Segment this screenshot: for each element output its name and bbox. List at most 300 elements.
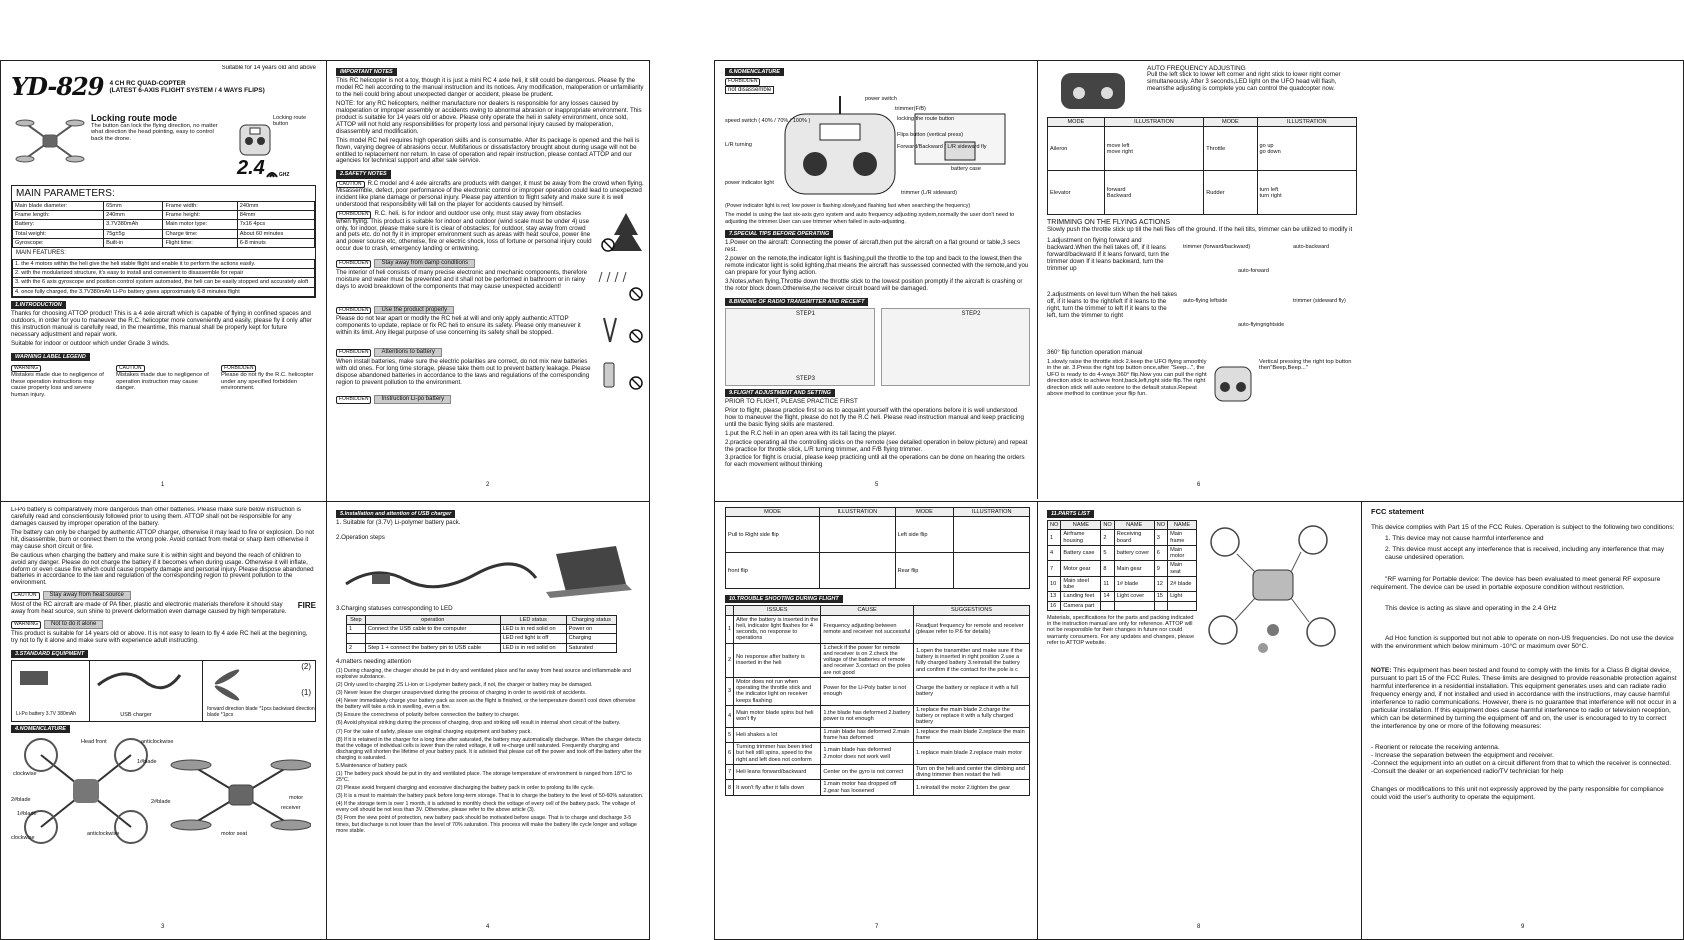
table-cell: Light cover <box>1114 592 1154 601</box>
caution-badge: CAUTION <box>336 181 365 189</box>
wireless-icon <box>265 165 279 179</box>
table-cell: 1.open the transmitter and make sure if the battery is inserted in right position 2.use a fully charged battery 3.reinstall the battery and confirm if the contact for the pole is c <box>913 643 1029 677</box>
table-row <box>726 517 1030 553</box>
page-4 <box>336 507 644 937</box>
feature-cell: 2. with the modularized structure, it's easy to install and convenient to disassemble for repair <box>13 269 315 278</box>
exploded-parts-diagram <box>1203 520 1343 670</box>
remote-label: locking the route button <box>897 116 955 123</box>
table-cell: Heli shakes a lot <box>734 727 821 743</box>
table-row <box>347 625 617 634</box>
illustration-label: move right <box>1106 148 1133 155</box>
table-cell: 5 <box>1101 545 1114 561</box>
mode-name: Throttle <box>1204 127 1257 171</box>
drone-diagram <box>11 735 311 845</box>
auto-frequency-title: AUTO FREQUENCY ADJUSTING <box>1147 65 1246 72</box>
forbidden-badge: FORBIDDEN <box>336 211 371 219</box>
trim-1-text: 1.adjustment on flying forward and backward.When the heli takes off, if it leans forward/backward If it leans forward, turn the trimmer down If it leans backward, turn the trimmer up <box>1047 237 1170 272</box>
alone-text: This product is suitable for 14 years old or above. It is not easy to learn to fly 4 axle RC heli at the beginning, try not to fly it alone and make sure with experience adult instructing. <box>11 629 308 644</box>
damp-label: Stay away from damp conditions <box>374 259 475 268</box>
table-header-cell: CAUSE <box>821 606 914 615</box>
table-cell <box>347 634 366 643</box>
table-row <box>726 764 1030 780</box>
table-header-cell: LED status <box>500 615 566 624</box>
table-header-row <box>726 508 1030 517</box>
fcc-p1: This device complies with Part 15 of the FCC Rules. Operation is subject to the following two conditions: <box>1371 524 1675 531</box>
special-tip: 2.power on the remote,the indicator light is flashing,pull the throttle to the top and back to the lowest,then the remote indicator light is solid lighting,that means the aircraft has sussessed connected with the remote,and you can prepare for your flying action. <box>725 254 1029 276</box>
age-note: Suitable for 14 years old and above <box>221 65 316 71</box>
table-cell: Main frame <box>1168 530 1197 546</box>
table-row <box>13 220 315 229</box>
fcc-measures-list <box>1371 744 1677 776</box>
warning-badge: WARNING <box>11 621 41 629</box>
mode-name: Elevator <box>1048 171 1105 215</box>
feature-cell: 4. once fully charged, the 3.7V380mAh Li-Po battery gives approximately 6-8 minutes flight <box>13 287 315 296</box>
table-cell: 5 <box>726 727 734 743</box>
matter-item: 5.Maintenance of battery pack <box>336 762 407 769</box>
table-cell: 240mm <box>104 211 163 220</box>
section-introduction: 1.INTRODUCTION <box>11 301 66 309</box>
locking-button-label: Locking route button <box>273 114 307 127</box>
table-cell: 7x16 4pcs <box>237 220 314 229</box>
table-cell: Gyroscope: <box>13 238 104 247</box>
usb-line-3: 3.Charging statuses corresponding to LED <box>336 605 453 613</box>
trim-text: Slowly push the throttle stick up till the heli flies off the ground. If the heli tilts, trimmer can be utilized to modify it <box>1047 226 1353 234</box>
remote-label: trimmer(F/B) <box>895 106 926 113</box>
flight-item: 2.practice operating all the controlling sticks on the remote (see detailed operation in below picture) and repeat the practice for throttle stick, L/R turning trimmer, and F/B flying trimmer. <box>725 438 1028 453</box>
table-cell: 2 <box>726 643 734 677</box>
matter-item: (5) From the view point of protection, new battery pack should be motivated before usage. That is to charge and discharge 3-5 times, but discharge is not lower than the level of 70% saturation. This process will make the battery life cycle longer and voltage more stable. <box>336 815 637 834</box>
intro-text-2: Suitable for indoor or outdoor which under Grade 3 winds. <box>11 339 170 347</box>
page-9-fcc <box>1371 507 1677 937</box>
table-header-cell: MODE <box>726 508 820 517</box>
heat-label: Stay away from heat source <box>43 591 131 600</box>
fcc-measure: - Reorient or relocate the receiving antenna. <box>1371 744 1500 752</box>
fold-line-horizontal <box>715 501 1683 502</box>
charging-illustration <box>336 544 644 600</box>
nomenclature-label: clockwise <box>11 834 35 841</box>
manual-sheet-right <box>714 60 1684 940</box>
table-cell: 8 <box>1101 561 1114 577</box>
section-usb-charger: 5.Installation and attention of USB charger <box>336 510 455 518</box>
table-cell: Power on <box>566 625 616 634</box>
trim-title: TRIMMING ON THE FLYING ACTIONS <box>1047 219 1171 227</box>
flip-side-note: Vertical pressing the right top button then"Beep,Beep..." <box>1259 358 1352 372</box>
table-cell: Charge the battery or replace it with a full battery <box>913 677 1029 705</box>
not-disassemble-label: not disassemble <box>725 86 774 95</box>
table-header-cell: NAME <box>1168 521 1197 530</box>
table-cell: Motor does not run when operating the throttle stick and the indicator light on receiver keeps flashing <box>734 677 821 705</box>
table-cell <box>365 634 500 643</box>
table-row <box>726 743 1030 765</box>
page-1 <box>11 65 316 495</box>
table-cell: Built-in <box>104 238 163 247</box>
trouble-shooting-table <box>725 605 1030 796</box>
table-cell: Main gear <box>1114 561 1154 577</box>
product-subtitle: (LATEST 6-AXIS FLIGHT SYSTEM / 4 WAYS FLIPS) <box>109 87 265 95</box>
remote-label: Forward/Backward / L/R sideward fly <box>897 144 987 151</box>
fold-line-vertical-fcc <box>1361 501 1362 939</box>
flip-illustration <box>954 553 1030 589</box>
legend-text: Please do not fly the R.C. helicopter under any specified forbidden environment. <box>221 372 314 392</box>
remote-label: power switch <box>865 96 897 103</box>
table-row <box>726 780 1030 796</box>
special-tip: 3.Notes,when flying,Throttle down the throttle stick to the lowest position promptly if the aircraft is crashing or the rotor block down.Otherwise,the receiver circuit board will be damaged. <box>725 277 1023 292</box>
section-remote-nomenclature: 6.NOMENCLATURE <box>725 68 784 76</box>
fold-line-vertical <box>326 61 327 939</box>
illustration-label: go up <box>1259 142 1274 149</box>
matter-item: (2) Only used to charging 2S Li-ion or Li-polymer battery pack, if not, the charger or battery may be damaged. <box>336 682 593 689</box>
table-cell: Main steel tube <box>1061 576 1101 592</box>
remote-label: speed switch ( 40% / 70% / 100% ) <box>725 118 811 125</box>
table-cell: 4 <box>1048 545 1061 561</box>
table-row <box>726 643 1030 677</box>
table-header-row <box>726 606 1030 615</box>
battery-text: When install batteries, make sure the electric polarities are correct, do not mix new batteries with old ones. For long time storage, please take them out to prevent battery leakage. Please dispose abandoned batteries in accordance to the laws and regulations of the corresponding region to prevent pollution to the environment. <box>336 358 591 386</box>
table-cell: 6-8 minuts <box>237 238 314 247</box>
flip-title: 360° flip function operation manual <box>1047 349 1143 357</box>
fcc-p2: 1. This device may not cause harmful interference and <box>1385 534 1544 542</box>
remote-diagram <box>725 94 1030 204</box>
flip-mode-name: Left side flip <box>895 517 954 553</box>
table-header-row <box>1048 521 1197 530</box>
table-cell: Charge time: <box>163 229 237 238</box>
table-cell: 13 <box>1048 592 1061 601</box>
forbidden-badge: FORBIDDEN <box>336 307 371 315</box>
table-row <box>13 229 315 238</box>
matters-list <box>336 668 644 834</box>
lipo-text-3: Be cautious when charging the battery and make sure it is within sight and beyond the reach of children to avoid any danger. Please do not charge the battery if it becomes when during usage. Otherwise it will inflate, deform or even cause fire which could cause property damage and personal injury. Please dispose abandoned batteries in accordance to the law and regulation of the corresponding region to prevent pollution to the environment. <box>11 551 314 587</box>
table-cell: 1.reinstall the motor 2.tighten the gear <box>913 780 1029 796</box>
table-cell: Battery case <box>1061 545 1101 561</box>
table-cell: Step 1 + connect the battery pin to USB cable <box>365 643 500 652</box>
table-header-cell: operation <box>365 615 500 624</box>
page-number: 6 <box>1197 482 1201 489</box>
ghz-value: 2.4 <box>237 156 265 179</box>
fcc-measure: - Increase the separation between the equipment and receiver. <box>1371 752 1554 760</box>
table-header-cell: SUGGESTIONS <box>913 606 1029 615</box>
hands-remote-icon <box>1047 65 1139 113</box>
lipo-label: Instruction Li-po battery <box>374 395 451 404</box>
params-table <box>12 201 315 248</box>
equip-battery: Li-Po battery 3.7V 380mAh <box>16 711 77 718</box>
table-cell: 10 <box>1048 576 1061 592</box>
warning-legend <box>11 365 316 399</box>
product-title: 4 CH RC QUAD-COPTER <box>109 79 186 87</box>
table-row <box>13 259 315 268</box>
table-cell <box>1154 601 1167 610</box>
rain-icon <box>598 270 644 304</box>
section-safety-notes: 2.SAFETY NOTES <box>336 170 391 178</box>
matter-item: (1) The battery pack should be put in dry and ventilated place. The storage temperature of environment is ranged from 18°C to 25°C. <box>336 771 632 784</box>
trim-label: auto-backward <box>1293 244 1330 251</box>
table-cell: 2 <box>1101 530 1114 546</box>
caution-badge: CAUTION <box>11 592 40 600</box>
table-row <box>726 727 1030 743</box>
battery-pack-icon <box>16 665 56 691</box>
trim-2-text: 2.adjustments on level turn When the heli takes off, if it leans to the right/left If it leans to the right, turn the trimmer to left If it leans to the left, turn the trimmer to right <box>1047 291 1178 319</box>
table-header-cell: ILLUSTRATION <box>820 508 896 517</box>
table-row <box>1048 530 1197 546</box>
mode-illustration <box>1257 127 1356 171</box>
illustration-label: go down <box>1259 148 1281 155</box>
trim-label: trimmer (sideward fly) <box>1293 298 1346 305</box>
table-cell: Main blade diameter: <box>13 201 104 210</box>
matter-item: (8) If it is retained in the charger for a long time after saturated, the battery may automatically discharge. When the charger detects that the voltage of individual cells is lower than the rated voltage, it will re-charge until saturated. Frequently charging and discharging will shorten the lifetime of your battery pack. It is advised that please cut off the power and took off the battery after the charging is saturated. <box>336 736 642 761</box>
page-2 <box>336 65 644 495</box>
table-cell: 1.main blade has deformed 2.main frame has deformed <box>821 727 914 743</box>
table-cell: Center on the gyro is not correct <box>821 764 914 780</box>
binding-steps <box>725 308 1030 386</box>
table-cell: Turn on the heli and center the climbing and diving trimmer then restart the heli <box>913 764 1029 780</box>
nomenclature-label: 1#blade <box>137 758 157 765</box>
table-row <box>726 677 1030 705</box>
equipment-box <box>11 660 316 722</box>
fcc-p3: 2. This device must accept any interference that is received, including any interference that may cause undesired operation. <box>1385 545 1665 561</box>
table-cell: 240mm <box>237 201 314 210</box>
caution-text: R.C model and 4 axle aircrafts are products with danger, it must be away from the crowd when flying. Misassemble, defect, poor performance of the electronic control or improper operation could lead to unexpected incident like plane damage or personal injury. Please pay attention to flight safety and make sure it is well understood that responsibility will fall on the player for accidents caused by himself. <box>336 179 644 209</box>
flight-text: Prior to flight, please practice first so as to acquaint yourself with the operations before it is well understood how to maneuver the flight, please do not fly the R.C heli. Please read instruction manual and keep practicing until the basic flying skills are mastered. <box>725 406 1024 428</box>
fcc-measure: -Consult the dealer or an experienced radio/TV technician for help <box>1371 768 1564 776</box>
table-cell: battery cover <box>1114 545 1154 561</box>
table-cell: LED is in red solid on <box>500 643 566 652</box>
table-header-cell: ILLUSTRATION <box>1257 118 1356 127</box>
mode-table <box>1047 117 1357 215</box>
table-row <box>13 278 315 287</box>
table-cell: Airframe housing <box>1061 530 1101 546</box>
proper-label: Use the product properly <box>374 306 454 315</box>
table-cell: Readjust frequency for remote and receiver (please refer to P.6 for details) <box>913 615 1029 643</box>
legend-badge: FORBIDDEN <box>221 365 256 373</box>
table-cell: About 60 minutes <box>237 229 314 238</box>
table-cell: 75g±5g <box>104 229 163 238</box>
legend-text: Mistakes made due to negligence of operation instruction may cause danger. <box>116 372 209 392</box>
table-cell: 1.replace main blade 2.replace main motor <box>913 743 1029 765</box>
matter-item: (3) Never leave the charger unsupervised during the process of charging in order to avoid risk of accidents. <box>336 690 587 697</box>
table-cell: Heli leans forward/backward <box>734 764 821 780</box>
table-cell: Frequency adjusting between remote and receiver not successful <box>821 615 914 643</box>
table-cell: Frame length: <box>13 211 104 220</box>
page-number: 3 <box>161 924 165 931</box>
nomenclature-label: 2#blade <box>11 796 31 803</box>
step-3-label: STEP3 <box>796 376 816 383</box>
table-cell <box>1168 601 1197 610</box>
table-row <box>1048 592 1197 601</box>
matter-item: (2) Please avoid frequent charging and excessive discharging the battery pack in order to prolong its life cycle. <box>336 785 595 792</box>
trim-label: auto-flyingrightside <box>1238 322 1285 329</box>
matter-item: (6) Avoid physical striking during the process of charging, drop and striking will result in internal short circuit of the battery. <box>336 720 621 727</box>
remote-label: trimmer (L/R sideward) <box>901 190 957 197</box>
notes-text-3: This model RC heli requires high operation skills and is consumable. After its package is opened and the heli is flown, varying degree of abrasions occur. Multifarious or dissatisfactory brought about during usage will not be entitled to replacement nor return. In case of operation and repair instruction, please contact ATTOP and our agencies for technical support and after sale service. <box>336 136 640 165</box>
table-cell: Turning trimmer has been tried but heli still spins, speed to the right and left does not conform <box>734 743 821 765</box>
matter-item: (3) It is a must to maintain the battery pack before long-term storage. That is to charge the battery to the level of 50-60% saturation. <box>336 793 644 800</box>
led-status-table <box>346 615 617 653</box>
table-cell: 1.replace the main blade 2.replace the main frame <box>913 727 1029 743</box>
table-cell: 6 <box>726 743 734 765</box>
table-cell: After the battery is inserted in the heli, indicator light flashes for 4 seconds, no response to operations <box>734 615 821 643</box>
parts-table <box>1047 520 1197 611</box>
table-cell: 16 <box>1048 601 1061 610</box>
page-5 <box>725 65 1030 495</box>
fcc-note: This equipment has been tested and found to comply with the limits for a Class B digital device, pursuant to part 15 of the FCC Rules. These limits are designed to provide reasonable protection against harmful interference in a residential installation. This equipment generates uses and can radiate radio frequency energy and, if not installed and used in accordance with the instructions, may cause harmful interference to radio communications. However, there is no guarantee that interference will not occur in a particular installation. If this equipment does cause harmful interference to radio or television reception, which can be determined by turning the equipment off and on, the user is encouraged to try to correct the interference by one or more of the following measures: <box>1371 667 1677 730</box>
mode-name: Rudder <box>1204 171 1257 215</box>
table-cell: 1.the blade has deformed 2.battery power is not enough <box>821 705 914 727</box>
table-cell: 1.replace the main blade 2.charge the battery or replace it with a fully charged battery <box>913 705 1029 727</box>
illustration-label: Backward <box>1106 192 1132 199</box>
lipo-text-2: The battery can only be charged by authentic ATTOP charger, otherwise it may lead to fire or explosion. Do not hit, disassemble, burn or connect them to the wrong pole. Avoid contact from metal or sharp item otherwise it may cause short circuit or fire. <box>11 528 315 550</box>
page-7 <box>725 507 1030 937</box>
table-header-cell: NO <box>1101 521 1114 530</box>
notes-text-2: NOTE: for any RC helicopters, neither manufacture nor dealers is responsible for any losses caused by maloperation or improper assembly or accidents owing to abnormal abrasion or inappropriate environment. This product is suitable for 14 years old or above. Please only operate the heli in safety environment, once sold, ATTOP will not hold any responsibilities for property loss and personal injury caused by maloperation, disassembly and modification. <box>336 99 642 135</box>
table-cell: LED is in red solid on <box>500 625 566 634</box>
flip-mode-name: Rear flip <box>895 553 954 589</box>
table-cell: 1 <box>726 615 734 643</box>
illustration-label: turn left <box>1259 186 1279 193</box>
page-6 <box>1047 65 1357 495</box>
nomenclature-label: 1#blade <box>17 810 37 817</box>
page-number: 7 <box>875 924 879 931</box>
feature-cell: 1. the 4 motors within the heli give the heli stable flight and enable it to perform the actions easily. <box>13 259 315 268</box>
table-row <box>1048 576 1197 592</box>
forbidden-badge: FORBIDDEN <box>725 78 760 86</box>
ghz-badge <box>237 157 289 179</box>
table-cell: 8 <box>726 780 734 796</box>
illustration-label: turn right <box>1259 192 1282 199</box>
section-important-notes: IMPORTANT NOTES <box>336 68 397 76</box>
tools-icon <box>598 316 644 346</box>
fold-line-horizontal <box>1 501 649 502</box>
page-3 <box>11 507 316 937</box>
binding-step-1 <box>725 308 875 386</box>
table-cell: 84mm <box>237 211 314 220</box>
propeller-icon <box>207 665 287 705</box>
table-header-cell: Step <box>347 615 366 624</box>
trim-2-diagram <box>1183 292 1357 342</box>
page-number: 8 <box>1197 924 1201 931</box>
equip-usb: USB charger <box>120 711 152 718</box>
fcc-note-label: NOTE: <box>1371 667 1392 675</box>
laptop-charging-icon <box>336 544 636 600</box>
nomenclature-label: 2#blade <box>151 798 171 805</box>
equip-n1: (1) <box>301 687 311 697</box>
remote-label: battery case <box>951 166 981 173</box>
page-number: 1 <box>161 482 165 489</box>
flight-item: 1.put the R.C heli in an open area with its tail facing the player. <box>725 429 897 437</box>
flip-illustration <box>820 553 896 589</box>
table-row <box>347 634 617 643</box>
flight-item: 3.practice for flight is crucial, please keep practicing until all the operations can be done on hearing the orders for each movement without thinking <box>725 454 1025 469</box>
params-title: MAIN PARAMETERS: <box>16 187 115 199</box>
features-title: MAIN FEATURES: <box>16 250 66 257</box>
table-row <box>1048 561 1197 577</box>
binding-step-2 <box>881 308 1031 386</box>
trim-label: auto-flying leftside <box>1183 298 1228 305</box>
table-row <box>1048 127 1357 171</box>
trim-label: trimmer (forward/backward) <box>1183 244 1251 251</box>
flip-mode-table <box>725 507 1030 589</box>
table-header-cell: NAME <box>1061 521 1101 530</box>
section-nomenclature: 4.NOMENCLATURE <box>11 725 70 733</box>
table-cell: Connect the USB cable to the computer <box>365 625 500 634</box>
features-table <box>12 259 315 297</box>
locking-title: Locking route mode <box>91 112 178 123</box>
legend-item <box>116 365 211 399</box>
table-cell: 11 <box>1101 576 1114 592</box>
flight-list <box>725 431 1030 470</box>
alone-label: Not to do it alone <box>44 620 103 629</box>
forbidden-badge: FORBIDDEN <box>336 260 371 268</box>
table-cell: 2# blade <box>1168 576 1197 592</box>
remote-label: Flips button (vertical press) <box>897 132 964 139</box>
table-cell: 65mm <box>104 201 163 210</box>
params-box <box>11 185 316 298</box>
table-cell: No response after battery is inserted in the heli <box>734 643 821 677</box>
step-1-label: STEP1 <box>796 310 816 317</box>
table-cell: 6 <box>1154 545 1167 561</box>
table-cell: 1 <box>347 625 366 634</box>
ghz-unit: GHZ <box>278 172 290 179</box>
equip-n2: (2) <box>301 661 311 671</box>
nomenclature-label: Head front <box>81 738 107 745</box>
table-cell: Camera part <box>1061 601 1101 610</box>
usb-line-2: 2.Operation steps <box>336 534 385 542</box>
table-cell: Total weight: <box>13 229 104 238</box>
matter-item: (4) If the storage term is over 1 month, it is advised to monthly check the voltage of every cell of the battery pack. The voltage of every cell should be not less than 3V. Otherwise, please refer to the above article (3). <box>336 801 636 814</box>
table-header-cell: ILLUSTRATION <box>1104 118 1203 127</box>
table-cell: 7 <box>1048 561 1061 577</box>
flight-subtitle: PRIOR TO FLIGHT, PLEASE PRACTICE FIRST <box>725 397 858 405</box>
legend-item <box>221 365 316 399</box>
equip-blade: forward direction blade *1pcs backward direction blade *1pcs <box>207 706 315 719</box>
table-header-row <box>1048 118 1357 127</box>
feature-cell: 3. with the 6 axis gyroscope and position control system automated, the heli can be easily stopped and accurately aloft <box>13 278 315 287</box>
table-cell <box>1101 601 1114 610</box>
usb-cable-icon <box>94 665 184 695</box>
table-cell: Main motor blade spins but heli won't fly <box>734 705 821 727</box>
table-cell: Receiving board <box>1114 530 1154 546</box>
table-cell: 1.main blade has deformed 2.motor does not work well <box>821 743 914 765</box>
table-cell: LED red light is off <box>500 634 566 643</box>
table-header-cell: ILLUSTRATION <box>954 508 1030 517</box>
fcc-measure: -Connect the equipment into an outlet on a circuit different from that to which the receiver is connected. <box>1371 760 1672 768</box>
mode-illustration <box>1104 171 1203 215</box>
step-2-label: STEP2 <box>961 310 981 317</box>
mode-illustration <box>1257 171 1356 215</box>
page-number: 9 <box>1521 923 1525 930</box>
remote-label: power indicator light <box>725 180 774 187</box>
fire-label: FIRE <box>297 601 316 611</box>
remote-label: L/R turning <box>725 142 752 149</box>
section-warning-legend: WARNING LABEL LEGEND <box>11 353 90 361</box>
battery-icon <box>598 359 644 393</box>
table-header-cell: MODE <box>1204 118 1257 127</box>
fold-line-vertical-lower <box>1037 501 1038 939</box>
page-number: 5 <box>875 482 879 489</box>
matter-item: (5) Ensure the correctness of polarity before connection the battery to charger. <box>336 712 520 719</box>
section-parts-list: 11.PARTS LIST <box>1047 510 1094 518</box>
table-row <box>1048 601 1197 610</box>
special-tip: 1.Power on the aircraft: Connecting the power of aircraft,then put the aircraft on a flat ground or table,3 secs rest. <box>725 239 1021 253</box>
table-row <box>726 553 1030 589</box>
table-cell: 3 <box>726 677 734 705</box>
table-cell: It won't fly after it falls down <box>734 780 821 796</box>
illustration-label: move left <box>1106 142 1130 149</box>
table-header-cell: Charging status <box>566 615 616 624</box>
fcc-p4: "RF warning for Portable device: The device has been evaluated to meet general RF exposure requirement. The device can be used in portable exposure condition without restriction. <box>1371 575 1661 591</box>
battery-label: Attentions to battery <box>374 348 441 357</box>
fcc-p6: Ad Hoc function is supported but not able to operate on non-US frequencies. Do not use the device with the environment which below minimum -10°C or maximum over 50°C. <box>1371 635 1674 651</box>
table-row <box>1048 545 1197 561</box>
table-row <box>13 211 315 220</box>
